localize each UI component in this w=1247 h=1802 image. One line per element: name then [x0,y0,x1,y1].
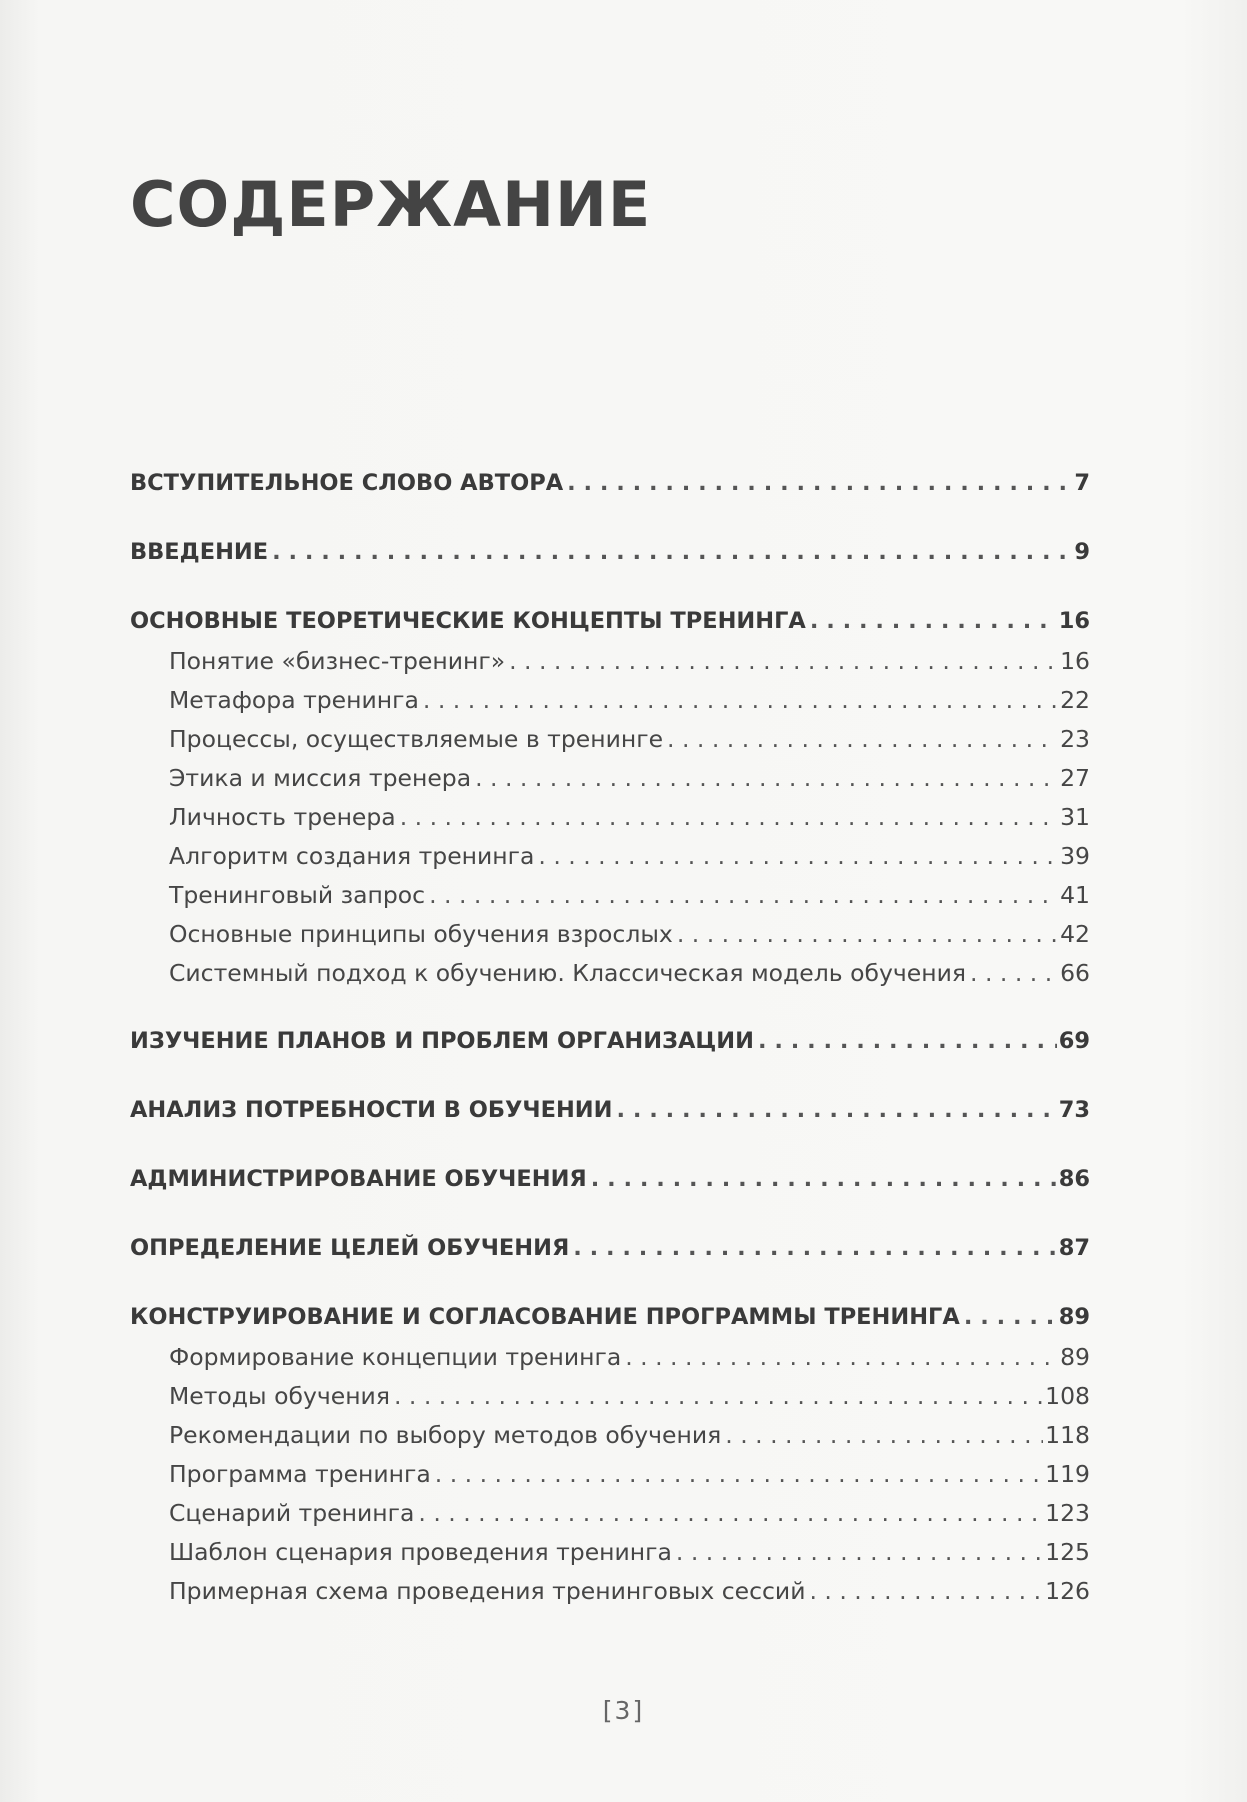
toc-entry [130,920,1090,959]
toc-entry-page: 123 [1045,1499,1090,1527]
toc-entry-label: ОСНОВНЫЕ ТЕОРЕТИЧЕСКИЕ КОНЦЕПТЫ ТРЕНИНГА [130,608,806,634]
toc-entry-page: 66 [1060,959,1090,987]
toc-entry-page: 9 [1074,539,1090,565]
toc-entry-page: 23 [1060,725,1090,753]
dot-leader [423,686,1058,714]
dot-leader [625,1343,1058,1371]
toc-entry-label: Этика и миссия тренера [169,764,472,792]
dot-leader [509,647,1058,675]
toc-entry [130,1499,1090,1538]
toc-entry-page: 69 [1058,1028,1090,1054]
toc-entry-label: Личность тренера [169,803,396,831]
toc-entry-label: Тренинговый запрос [169,881,426,909]
toc-entry-page: 73 [1058,1097,1090,1123]
toc-entry-label: Сценарий тренинга [169,1499,415,1527]
toc-entry [130,1382,1090,1421]
toc-entry [130,725,1090,764]
toc-entry [130,1028,1090,1067]
toc-entry [130,881,1090,920]
toc-entry-label: Шаблон сценария проведения тренинга [169,1538,672,1566]
toc-entry-page: 86 [1058,1166,1090,1192]
toc-entry-page: 126 [1045,1577,1090,1605]
toc-entry-label: ВСТУПИТЕЛЬНОЕ СЛОВО АВТОРА [130,470,564,496]
toc-entry-page: 125 [1045,1538,1090,1566]
dot-leader [809,1577,1043,1605]
toc-entry [130,647,1090,686]
dot-leader [725,1421,1043,1449]
toc-entry-label: Основные принципы обучения взрослых [169,920,673,948]
toc-entry-page: 16 [1060,647,1090,675]
toc-entry-label: Метафора тренинга [169,686,419,714]
toc-entry-label: Программа тренинга [169,1460,431,1488]
toc-entry-page: 41 [1060,881,1090,909]
dot-leader [758,1028,1057,1054]
toc-entry [130,1235,1090,1274]
dot-leader [435,1460,1043,1488]
toc-entry-label: Алгоритм создания тренинга [169,842,535,870]
toc-entry-label: Системный подход к обучению. Классическая модель обучения [169,959,967,987]
toc-entry-page: 7 [1074,470,1090,496]
toc-entry [130,470,1090,509]
toc-entry-page: 119 [1045,1460,1090,1488]
toc-entry-label: Понятие «бизнес-тренинг» [169,647,506,675]
toc-entry [130,1460,1090,1499]
dot-leader [394,1382,1043,1410]
toc-entry-label: Примерная схема проведения тренинговых сессий [169,1577,806,1605]
dot-leader [418,1499,1043,1527]
toc-entry-label: АНАЛИЗ ПОТРЕБНОСТИ В ОБУЧЕНИИ [130,1097,613,1123]
toc-entry [130,1538,1090,1577]
toc-entry [130,764,1090,803]
dot-leader [810,608,1057,634]
dot-leader [676,1538,1043,1566]
toc-entry [130,1577,1090,1616]
toc-entry [130,686,1090,725]
toc-entry-page: 31 [1060,803,1090,831]
dot-leader [964,1304,1057,1330]
toc-entry [130,1304,1090,1343]
page-number: [3] [602,1696,645,1725]
toc-entry-label: Методы обучения [169,1382,390,1410]
toc-entry-page: 118 [1045,1421,1090,1449]
toc-entry-page: 27 [1060,764,1090,792]
table-of-contents [130,470,1090,1616]
toc-entry-page: 39 [1060,842,1090,870]
dot-leader [475,764,1058,792]
dot-leader [591,1166,1057,1192]
toc-entry-label: ИЗУЧЕНИЕ ПЛАНОВ И ПРОБЛЕМ ОРГАНИЗАЦИИ [130,1028,754,1054]
toc-entry [130,1343,1090,1382]
page-title: СОДЕРЖАНИЕ [130,168,652,241]
toc-entry [130,608,1090,647]
dot-leader [573,1235,1056,1261]
dot-leader [616,1097,1056,1123]
toc-entry [130,1166,1090,1205]
dot-leader [272,539,1072,565]
toc-entry-label: ОПРЕДЕЛЕНИЕ ЦЕЛЕЙ ОБУЧЕНИЯ [130,1235,570,1261]
toc-entry-label: ВВЕДЕНИЕ [130,539,269,565]
dot-leader [400,803,1058,831]
toc-entry [130,842,1090,881]
toc-entry-page: 89 [1058,1304,1090,1330]
toc-entry-page: 16 [1058,608,1090,634]
toc-entry-label: АДМИНИСТРИРОВАНИЕ ОБУЧЕНИЯ [130,1166,587,1192]
dot-leader [538,842,1058,870]
dot-leader [429,881,1058,909]
toc-entry [130,1421,1090,1460]
toc-entry-label: Рекомендации по выбору методов обучения [169,1421,722,1449]
toc-entry [130,803,1090,842]
toc-entry [130,1097,1090,1136]
dot-leader [667,725,1058,753]
dot-leader [677,920,1058,948]
toc-entry-label: Процессы, осуществляемые в тренинге [169,725,664,753]
dot-leader [567,470,1072,496]
toc-entry [130,959,1090,998]
toc-entry-label: Формирование концепции тренинга [169,1343,622,1371]
toc-entry-page: 108 [1045,1382,1090,1410]
toc-entry-page: 87 [1058,1235,1090,1261]
toc-entry-page: 42 [1060,920,1090,948]
toc-entry-label: КОНСТРУИРОВАНИЕ И СОГЛАСОВАНИЕ ПРОГРАММЫ ТРЕНИНГА [130,1304,960,1330]
toc-entry-page: 22 [1060,686,1090,714]
toc-entry [130,539,1090,578]
dot-leader [970,959,1058,987]
toc-entry-page: 89 [1060,1343,1090,1371]
